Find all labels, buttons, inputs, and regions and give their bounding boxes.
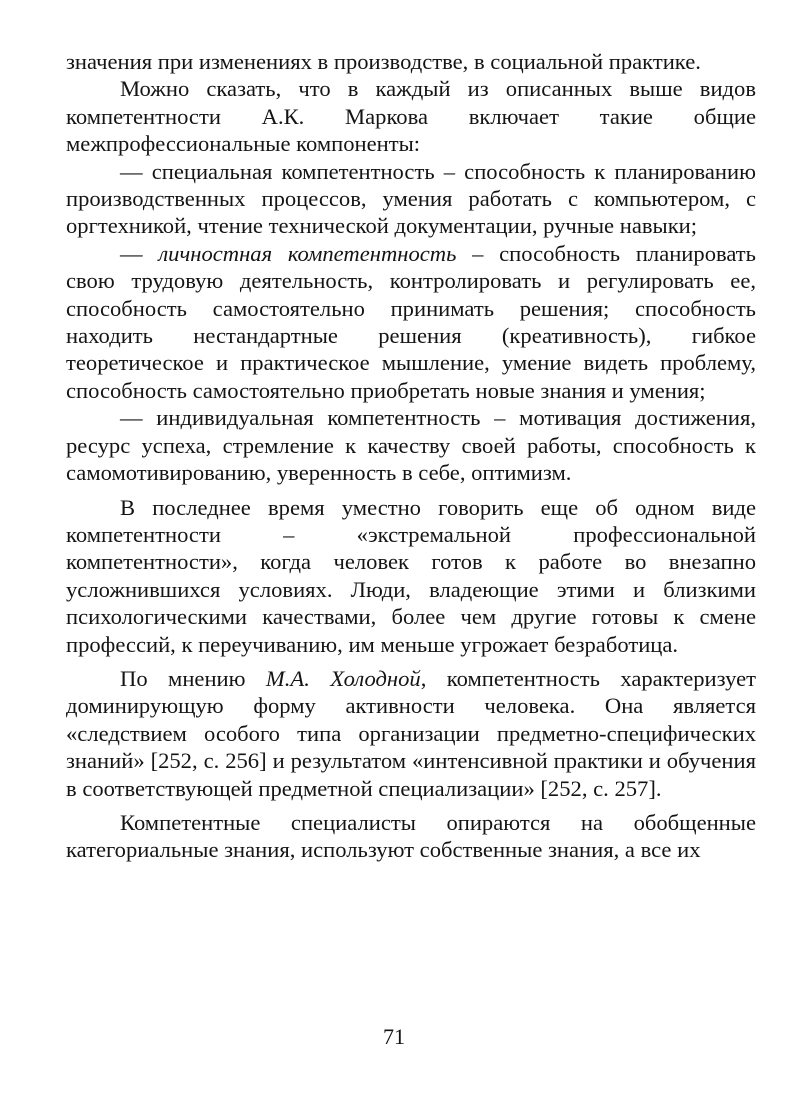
paragraph-individual-competence: — индивидуальная компетентность – мотивация достижения, ресурс успеха, стремление к качеству своей работы, способность к самомотивированию, уверенность в себе, оптимизм. bbox=[66, 405, 756, 486]
page-number: 71 bbox=[383, 1024, 405, 1049]
paragraph-continuation: значения при изменениях в производстве, в социальной практике. bbox=[66, 49, 701, 74]
paragraph-competent-specialists: Компетентные специалисты опираются на обобщенные категориальные знания, используют собственные знания, а все их bbox=[66, 809, 756, 863]
personal-competence-text: – способность планировать свою трудовую деятельность, контролировать и регулировать ее, способность самостоятельно принимать решения; способность находить нестандартные решения (креативность), гибкое теоретическое и практическое мышление, умение видеть проблему, способность самостоятельно приобретать новые знания и умения; bbox=[66, 240, 756, 403]
kholodnaya-prefix: По мнению bbox=[120, 665, 266, 691]
term-personal-competence: личностная компетентность bbox=[158, 240, 457, 266]
kholodnaya-text: , компетентность характеризует доминирующую форму активности человека. Она является «следствием особого типа организации предметно-специфических знаний» [252, с. 256] и результатом «интенсивной практики и обучения в соответствующей предметной специализации» [252, с. 257]. bbox=[66, 665, 756, 801]
paragraph-personal-competence bbox=[66, 240, 756, 404]
paragraph-kholodnaya bbox=[66, 665, 756, 802]
author-name: М.А. Холодной bbox=[265, 665, 421, 691]
page-body bbox=[66, 48, 756, 864]
paragraph-extreme-competence: В последнее время уместно говорить еще об одном виде компетентности – «экстремальной профессиональной компетентности», когда человек готов к работе во внезапно усложнившихся условиях. Люди, владеющие этими и близкими психологическими качествами, более чем другие готовы к смене профессий, к переучиванию, им меньше угрожает безработица. bbox=[66, 494, 756, 657]
paragraph-components-intro: Можно сказать, что в каждый из описанных выше видов компетентности А.К. Маркова включает такие общие межпрофессиональные компоненты: bbox=[66, 76, 756, 157]
paragraph-special-competence: — специальная компетентность – способность к планированию производственных процессов, умения работать с компьютером, с оргтехникой, чтение технической документации, ручные навыки; bbox=[66, 158, 756, 239]
dash-prefix: — bbox=[120, 240, 159, 266]
